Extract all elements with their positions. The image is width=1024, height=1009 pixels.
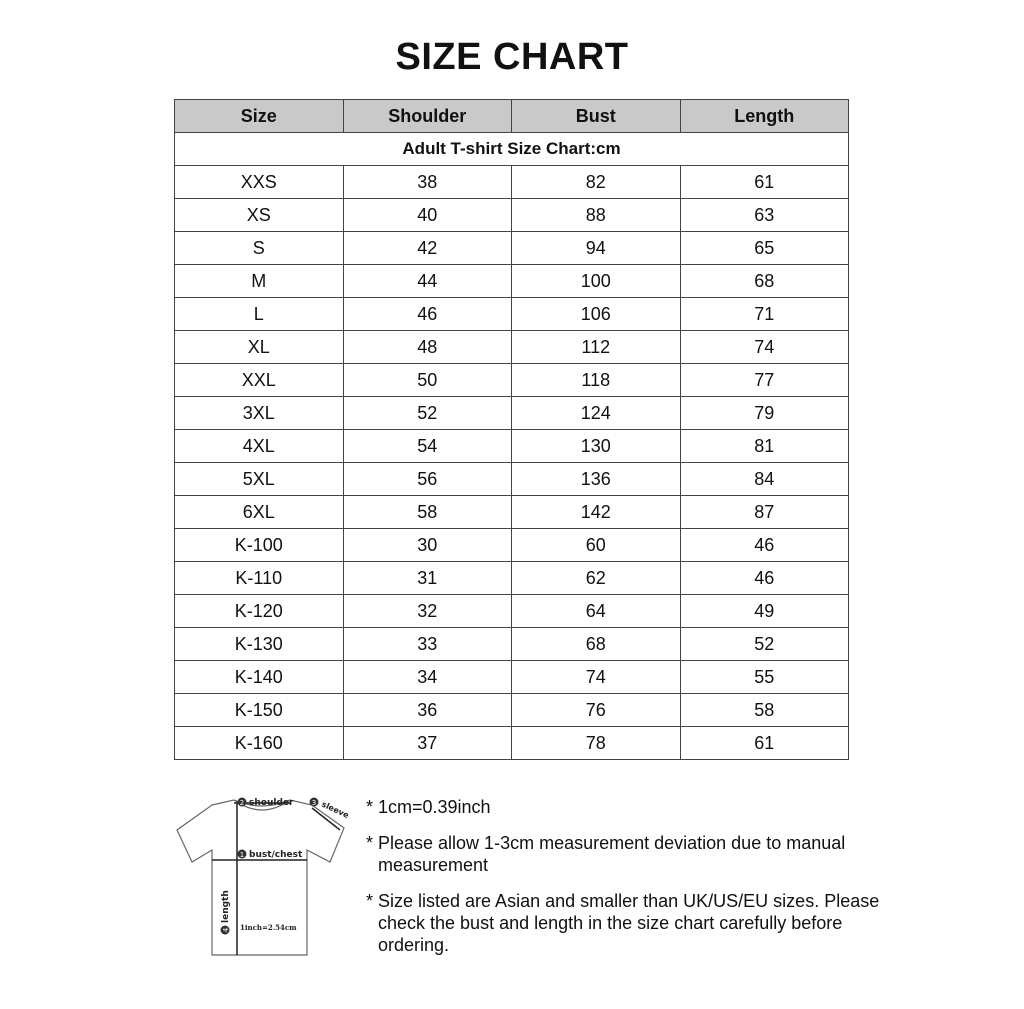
cell-shoulder: 33 [343,628,512,661]
cell-length: 74 [680,331,849,364]
cell-bust: 142 [512,496,681,529]
table-row [175,364,849,397]
badge-sleeve-num: 3 [311,799,317,807]
cell-bust: 100 [512,265,681,298]
cell-shoulder: 48 [343,331,512,364]
table-row [175,562,849,595]
cell-size: XXL [175,364,344,397]
table-row [175,166,849,199]
cell-size: L [175,298,344,331]
header-size: Size [175,100,344,133]
cell-bust: 88 [512,199,681,232]
cell-shoulder: 34 [343,661,512,694]
cell-shoulder: 42 [343,232,512,265]
table-row [175,595,849,628]
cell-shoulder: 30 [343,529,512,562]
table-row [175,397,849,430]
cell-bust: 94 [512,232,681,265]
tshirt-measurement-diagram [172,790,352,965]
cell-shoulder: 32 [343,595,512,628]
cell-bust: 118 [512,364,681,397]
page-title: SIZE CHART [395,36,629,78]
cell-length: 46 [680,529,849,562]
note-item [366,796,886,818]
cell-shoulder: 54 [343,430,512,463]
cell-length: 71 [680,298,849,331]
cell-bust: 62 [512,562,681,595]
cell-bust: 74 [512,661,681,694]
cell-length: 55 [680,661,849,694]
cell-shoulder: 50 [343,364,512,397]
cell-shoulder: 38 [343,166,512,199]
cell-length: 49 [680,595,849,628]
note-marker: * [366,891,374,911]
table-row [175,298,849,331]
table-row [175,232,849,265]
table-row [175,430,849,463]
table-row [175,529,849,562]
cell-bust: 68 [512,628,681,661]
cell-size: XL [175,331,344,364]
cell-size: K-110 [175,562,344,595]
cell-size: K-120 [175,595,344,628]
table-header-row [175,100,849,133]
size-table [174,99,849,760]
note-conversion: 1cm=0.39inch [378,797,491,817]
cell-length: 63 [680,199,849,232]
cell-shoulder: 37 [343,727,512,760]
table-row [175,694,849,727]
table-row [175,727,849,760]
cell-size: 3XL [175,397,344,430]
cell-size: K-100 [175,529,344,562]
cell-shoulder: 44 [343,265,512,298]
cell-bust: 64 [512,595,681,628]
note-item [366,890,886,956]
cell-bust: 76 [512,694,681,727]
header-length: Length [680,100,849,133]
table-row [175,628,849,661]
cell-size: 5XL [175,463,344,496]
cell-bust: 78 [512,727,681,760]
sleeve-label: sleeve [320,799,351,821]
cell-length: 65 [680,232,849,265]
note-item [366,832,886,876]
table-caption-row [175,133,849,166]
note-marker: * [366,797,374,817]
cell-length: 52 [680,628,849,661]
note-asian-sizes: Size listed are Asian and smaller than UK/US/EU sizes. Please check the bust and length in the size chart carefully before ordering. [378,891,880,955]
cell-length: 77 [680,364,849,397]
table-caption: Adult T-shirt Size Chart:cm [175,133,849,166]
note-deviation: Please allow 1-3cm measurement deviation due to manual measurement [378,833,846,875]
cell-size: K-130 [175,628,344,661]
cell-shoulder: 40 [343,199,512,232]
cell-bust: 112 [512,331,681,364]
cell-shoulder: 31 [343,562,512,595]
cell-size: K-140 [175,661,344,694]
cell-length: 68 [680,265,849,298]
cell-bust: 130 [512,430,681,463]
inch-conversion-label: 1inch=2.54cm [240,923,297,932]
cell-bust: 106 [512,298,681,331]
badge-length-num: 4 [222,927,230,933]
cell-size: XS [175,199,344,232]
cell-bust: 124 [512,397,681,430]
shoulder-label: shoulder [249,798,294,808]
cell-length: 58 [680,694,849,727]
notes [366,796,886,970]
cell-bust: 60 [512,529,681,562]
cell-length: 84 [680,463,849,496]
table-row [175,331,849,364]
length-label: length [221,890,231,923]
cell-size: 6XL [175,496,344,529]
note-marker: * [366,833,374,853]
cell-length: 87 [680,496,849,529]
cell-length: 61 [680,727,849,760]
table-row [175,661,849,694]
cell-shoulder: 58 [343,496,512,529]
header-shoulder: Shoulder [343,100,512,133]
cell-shoulder: 56 [343,463,512,496]
cell-size: XXS [175,166,344,199]
cell-length: 79 [680,397,849,430]
cell-length: 61 [680,166,849,199]
cell-bust: 82 [512,166,681,199]
cell-length: 46 [680,562,849,595]
bust-label: bust/chest [249,850,303,860]
cell-length: 81 [680,430,849,463]
cell-shoulder: 52 [343,397,512,430]
badge-shoulder-num: 2 [239,799,245,807]
cell-shoulder: 46 [343,298,512,331]
table-row [175,496,849,529]
header-bust: Bust [512,100,681,133]
table-row [175,463,849,496]
cell-size: 4XL [175,430,344,463]
cell-shoulder: 36 [343,694,512,727]
cell-size: S [175,232,344,265]
table-row [175,199,849,232]
cell-size: M [175,265,344,298]
table-row [175,265,849,298]
badge-bust-num: 1 [239,851,245,859]
cell-bust: 136 [512,463,681,496]
cell-size: K-150 [175,694,344,727]
cell-size: K-160 [175,727,344,760]
